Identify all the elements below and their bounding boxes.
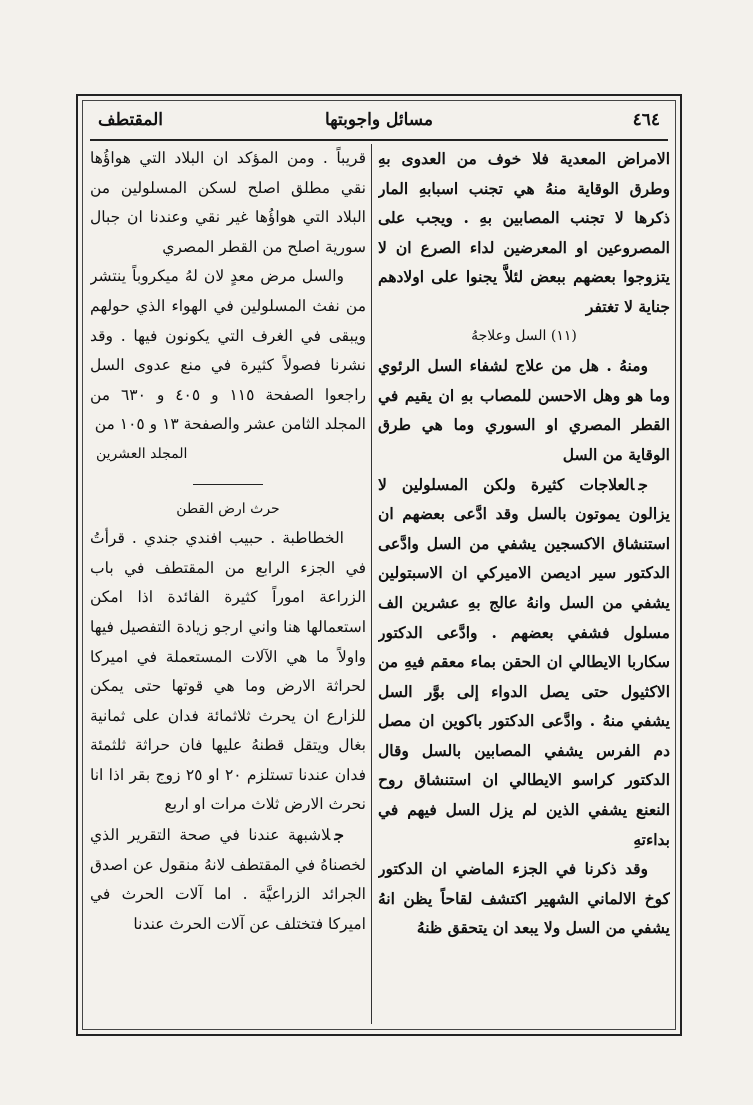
section-heading-tuberculosis: (١١) السل وعلاجهُ: [471, 327, 577, 344]
journal-name: المقتطف: [98, 110, 164, 130]
answer-paragraph: [378, 470, 670, 855]
header-rule: [90, 139, 668, 141]
answer-marker: ج: [638, 474, 648, 494]
answer-text: العلاجات كثيرة ولكن المسلولين لا يزالون يموتون بالسل وقد ادَّعى بعضهم ان استنشاق الاكسجين يشفي من السل وادَّعى الدكتور سير اديصن الاميركي ان الاسبتولين يشفي من السل وانهُ عالج بهِ عشرين الف مسلول فشفي بعضهم . وادَّعى الدكتور سكاربا الايطالي ان الحقن بماء معقم فيهِ من الاكثيول حتى يصل الدواء إلى بوَّر السل يشفي منهُ . وادَّعى الدكتور باكوين ان مصل دم الفرس يشفي المصابين بالسل وقال الدكتور كراسو الايطالي ان استنشاق روح النعنع يشفي الذين لم يزل السل فيهم في بداءتهِ: [378, 474, 670, 849]
answer-paragraph: [90, 820, 366, 939]
answer-text: لاشبهة عندنا في صحة التقرير الذي لخصناهُ في المقتطف لانهُ منقول عن اصدق الجرائد الزراعيَّة . اما آلات الحرث في اميركا فتختلف عن آلات الحرث عندنا: [90, 826, 366, 933]
section-heading-cotton: حرث ارض القطن: [176, 500, 280, 517]
answer-marker: ج: [334, 825, 344, 845]
running-title: مسائل واجوبتها: [324, 110, 434, 130]
contagion-paragraph: والسل مرض معدٍ لان لهُ ميكروباً ينتشر من نفث المسلولين في الهواء الذي حولهم ويبقى في الغرف التي يكونون فيها . وقد نشرنا فصولاً كثيرة في منع عدوى السل راجعوا الصفحة ١١٥ و ٤٠٥ و ٦٣٠ من المجلد الثامن عشر والصفحة ١٣ و ١٠٥ من: [90, 267, 366, 434]
continuation-paragraph: قريباً . ومن المؤكد ان البلاد التي هواؤُها نقي مطلق اصلح لسكن المسلولين من البلاد التي هواؤُها غير نقي وعندنا ان جبال سورية اصلح من القطر المصري: [90, 149, 366, 256]
right-column: [378, 144, 670, 1026]
intro-paragraph: الامراض المعدية فلا خوف من العدوى بهِ وطرق الوقاية منهُ هي تجنب اسبابهِ المار ذكرها لا تجنب المصابين بهِ . ويجب على المصروعين او المعرضين لداء الصرع ان لا يتزوجوا بعضهم ببعض لئلاَّ يجنوا على اولادهم جناية لا تغتفر: [378, 149, 670, 316]
page-number: ٤٦٤: [632, 110, 660, 130]
page-header: [90, 104, 668, 138]
left-column: [90, 144, 366, 1026]
question-paragraph: ومنهُ . هل من علاج لشفاء السل الرئوي وما هو وهل الاحسن للمصاب بهِ ان يقيم في القطر المصري او السوري وما هي طرق الوقاية من السل: [378, 356, 670, 464]
closing-paragraph: وقد ذكرنا في الجزء الماضي ان الدكتور كوخ الالماني الشهير اكتشف لقاحاً يظن انهُ يشفي من السل ولا يبعد ان يتحقق ظنهُ: [378, 859, 670, 938]
section-rule: [193, 484, 263, 485]
reference-tail: المجلد العشرين: [96, 445, 188, 462]
column-divider: [371, 144, 372, 1024]
question-paragraph: الخطاطبة . حبيب افندي جندي . قرأتُ في الجزء الرابع من المقتطف في باب الزراعة اموراً كثيرة الفائدة اذا امكن استعمالها هنا واني ارجو زيادة التفصيل فيها واولاً ما هي الآلات المستعملة في اميركا لحراثة الارض وما هي قوتها حتى يمكن للزارع ان يحرث ثلاثمائة فدان على ثمانية بغال ويتقل قطنهُ عليها فان حراثة ثلثمئة فدان عندنا تستلزم ٢٠ او ٢٥ زوج بقر اذا انا نحرث الارض ثلاث مرات او اربع: [90, 529, 366, 814]
